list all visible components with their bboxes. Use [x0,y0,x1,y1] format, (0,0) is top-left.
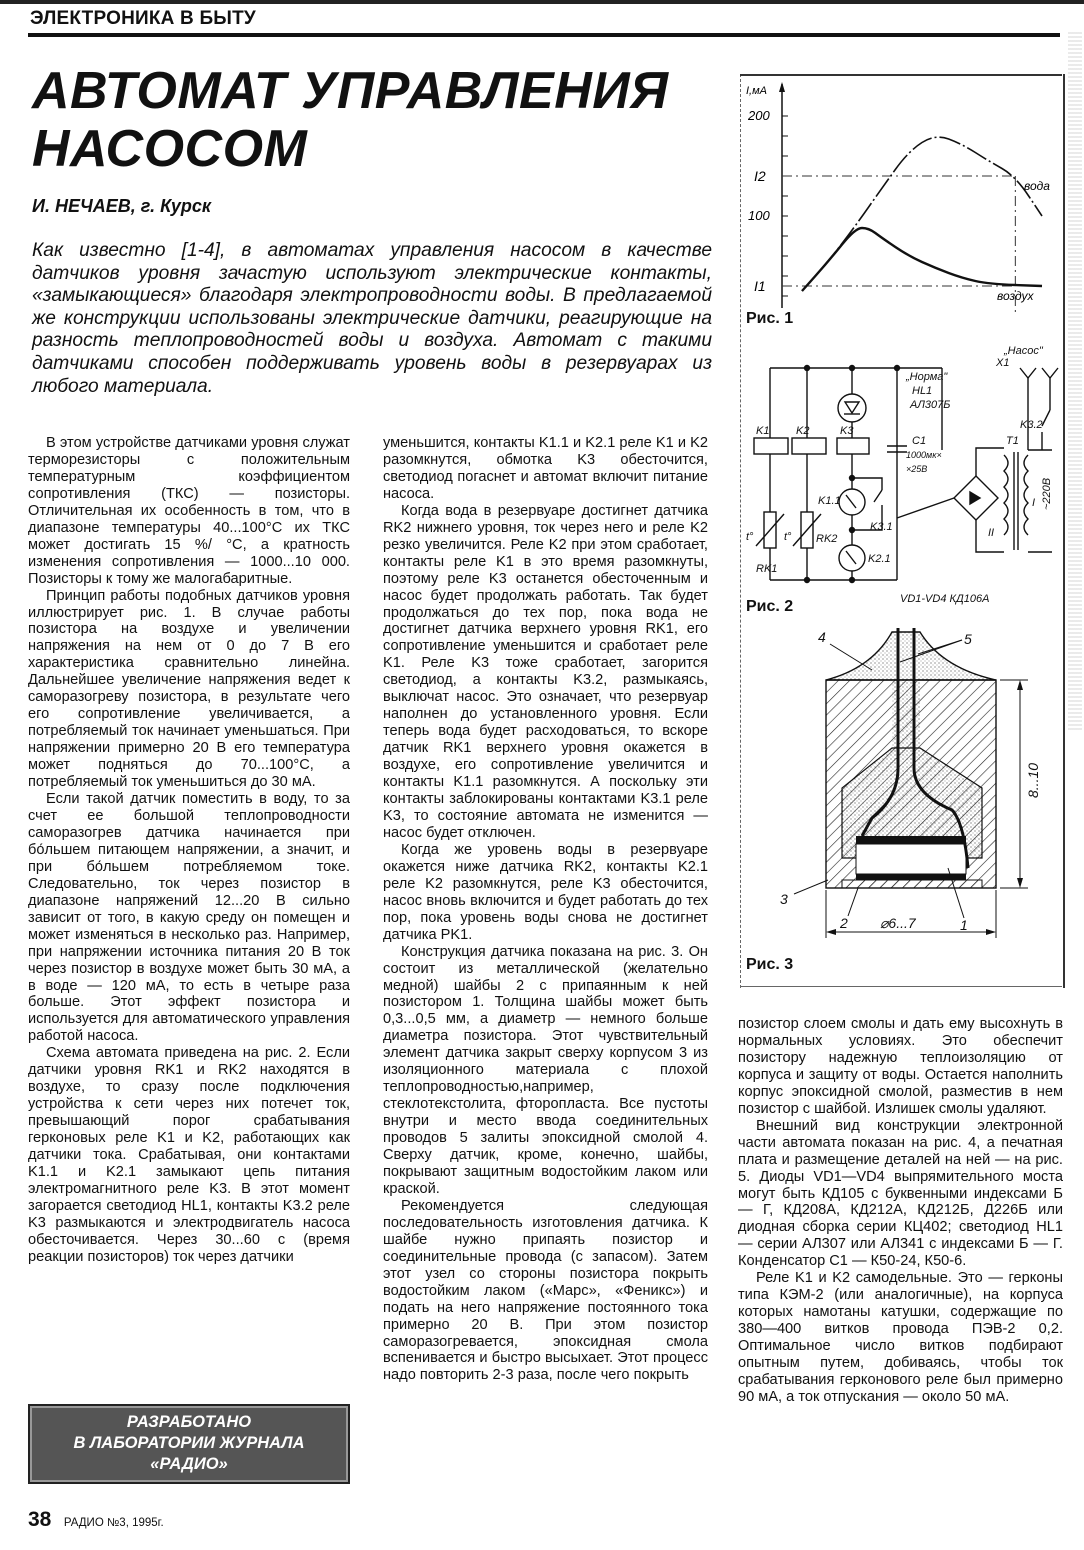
article-lead: Как известно [1-4], в автоматах управления насосом в качестве датчиков уровня зачастую используют электрические контакты, «замыкающиеся» благодаря электропроводности воды. В предлагаемой же конструкции использованы электрические датчики, реагирующие на разность теплопроводностей воды и воздуха. Автомат с такими датчиками способен поддерживать уровень воды в резервуарах из любого материала. [32,240,712,397]
connector-x1-b [1042,368,1058,378]
page-footer [28,1508,164,1532]
page-top-border [0,0,1084,4]
paragraph: позистор слоем смолы и дать ему высохнуть в нормальных условиях. Это обеспечит позистору надежную теплоизоляцию от корпуса и защиту от воды. Остается наполнить корпус эпоксидной смолой, разместив в нем позистор с шайбой. Излишек смолы удаляют. [738,1016,1063,1117]
node [850,528,855,533]
label-t-rk2: t° [784,531,792,543]
node [805,578,810,583]
figure-2-caption: Рис. 2 [746,598,794,615]
label-k2: K2 [796,425,810,437]
wire-channel [892,680,920,760]
washer-2 [842,880,982,888]
section-rubric: ЭЛЕКТРОНИКА В БЫТУ [30,8,256,29]
paragraph: Когда вода в резервуаре достигнет датчика RK2 нижнего уровня, ток через него и реле K2 резко увеличится. Реле K2 при этом сработает, контакты реле K1 в это время разомкнуты, поэтому реле K3 останется обесточенным и насос будет продолжать работать. Так будет продолжаться до тех пор, пока вода не достигнет датчика верхнего уровня RK1, его сопротивление уменьшится и сработает реле K1. Реле K3 тоже сработает, загорится светодиод, а контакты K3.2, размыкаясь, выключат насос. Это означает, что резервуар наполнен до установленного уровня. Если теперь вода будет расходоваться, то вскоре датчик RK1 верхнего уровня окажется в воздухе, его сопротивление увеличится и контакты K1.1 разомкнутся. А поскольку эти контакты заблокированы контактами K3.1 реле K3, то состояние автомата не изменится — насос будет отключен. [383,502,708,841]
title-line-1: АВТОМАТ УПРАВЛЕНИЯ [32,62,669,120]
lab-line-2: В ЛАБОРАТОРИИ ЖУРНАЛА [73,1434,305,1452]
ref-label-I2: I2 [754,168,766,184]
leader-4 [830,644,872,670]
series-water-line [802,137,1042,291]
paragraph: Схема автомата приведена на рис. 2. Если датчики уровня RK1 и RK2 находятся в воздухе, то сразу после подключения устройства к сети через них потечет ток, превышающий порог срабатывания герконовых реле K1 и K2, работающих как датчики тока. Срабатывая, они контактами K1.1 и K2.1 замыкают цепь питания электромагнитного реле K3. В этот момент загорается светодиод HL1, контакты K3.2 реле K3 размыкаются и электродвигатель насоса обесточивается. Через 30...60 с (время реакции позисторов) ток через датчики [28,1045,350,1265]
label-t1: T1 [1006,435,1019,447]
label-k31: K3.1 [870,521,893,533]
posistor-1 [856,844,966,874]
label-c1: C1 [912,435,927,447]
node [805,366,810,371]
label-c1-value: 1000мк× [906,450,942,460]
label-k32: K3.2 [1020,419,1043,431]
figures-frame-bottom [740,986,1062,987]
label-winding-ii: II [988,527,995,539]
arrow-down-icon [1017,878,1023,888]
article-title [32,62,669,178]
figure-1-caption: Рис. 1 [746,310,794,327]
label-4: 4 [818,629,826,645]
lab-credit-box [28,1404,350,1484]
k31-wire [852,478,882,490]
fig1-chart [742,78,1060,318]
rubric-divider [28,33,1060,37]
node [850,366,855,371]
paragraph: Рекомендуется следующая последовательность изготовления датчика. К шайбе нужно припаять позистор и соединительные провода (с запасом). Затем этот узел со стороны позистора покрыть водостойким лаком («Марс», «Феникс») и подать на него напряжение постоянного тока примерно 20 В. При этом позистор саморазогревается, эпоксидная смола вспенивается и быстро высыхает. Этот процесс надо повторить 2-3 раза, после чего покрыть [383,1197,708,1384]
bridge-wire-top [976,448,1004,476]
paragraph: Когда же уровень воды в резервуаре окажется ниже датчика RK2, контакты K2.1 реле K2 разомкнутся, реле K3 обесточится, насос вновь включится и будет работать до тех пор, пока уровень воды снова не достигнет датчика PK1. [383,841,708,943]
ref-label-I1: I1 [754,278,766,294]
label-led-norma: „Норма" [906,371,948,383]
label-k21: K2.1 [868,553,891,565]
label-2: 2 [840,915,848,931]
label-rk1: RK1 [756,563,778,575]
relay-k3-coil [837,438,869,454]
lab-line-3: «РАДИО» [150,1455,228,1473]
figures-frame-top [740,74,1062,76]
article-author: И. НЕЧАЕВ, г. Курск [32,196,212,216]
label-led-type: АЛ307Б [910,399,951,411]
label-c1-voltage: ×25В [906,464,928,474]
paragraph: Принцип работы подобных датчиков уровня иллюстрирует рис. 1. В случае работы позистора на воздухе и увеличении напряжения на нем от 0 до 7 В его характеристика сравнительно линейна. Дальнейшее увеличение напряжения ведет к саморазогреву позистора, в результате чего его сопротивление увеличивается, а потребляемый ток начинает уменьшаться. При напряжении примерно 20 В его температура может подняться до 70...100°С, а потребляемый ток уменьшиться до 30 мА. [28,587,350,791]
tick-label-200: 200 [748,108,770,123]
contact-k31 [874,490,882,502]
label-5: 5 [964,631,972,647]
label-x1: X1 [996,357,1010,369]
transformer-winding-ii [1004,455,1008,535]
arrow-right-icon [986,929,996,935]
transformer-winding-i [1024,455,1028,535]
text-column-3 [738,1016,1063,1406]
figure-3-caption: Рис. 3 [746,956,794,973]
node [850,578,855,583]
series-label-air: воздух [997,289,1034,303]
bridge-wire-left [897,498,954,518]
label-3: 3 [780,891,788,907]
posistor-top [856,836,966,844]
paragraph: Конструкция датчика показана на рис. 3. Он состоит из металлической (желательно медной) шайбы 2 с припаянным к ней позистором 1. Толщина шайбы может быть 0,3...0,5 мм, а диаметр — немного больше диаметра позистора. Этот чувствительный элемент датчика закрыт сверху корпусом 3 из изоляционного материала с плохой теплопроводностью,например, стеклотекстолита, фторопласта. Все пустоты внутри и место ввода соединительных проводов 5 залиты эпоксидной смолой 4. Сверху датчик, кроме, конечно, шайбы, покрывают защитным водостойким лаком или краской. [383,943,708,1197]
title-line-2: НАСОСОМ [32,120,308,178]
label-k3: K3 [840,425,854,437]
paragraph: В этом устройстве датчиками уровня служат терморезисторы с положительным температурным коэффициентом сопротивления (ТКС) — позисторы. Отличительная их особенность в том, что в диапазоне температуры 40...100°С их ТКС может достигать 15 %/ °С, а кратность изменения сопротивления — 1000...10 000. Позисторы к тому же малогабаритные. [28,435,350,587]
series-label-water: вода [1024,179,1050,193]
contact-k32 [1042,410,1050,426]
label-rk2: RK2 [816,533,838,545]
scan-edge [1068,30,1082,730]
paragraph: уменьшится, контакты K1.1 и K2.1 реле K1 и K2 разомкнутся, обмотка K3 обесточится, светодиод погаснет и автомат включит питание насоса. [383,435,708,502]
label-pump: „Насос" [1004,345,1043,357]
label-k1: K1 [756,425,770,437]
y-axis-arrow-icon [779,82,785,92]
figure-1 [742,78,1060,327]
text-column-2 [383,435,708,1384]
series-air-line [802,228,1042,291]
node [895,366,900,371]
paragraph: Внешний вид конструкции электронной части автомата показан на рис. 4, а печатная плата и размещение деталей на ней — на рис. 5. Диоды VD1—VD4 выпрямительного моста могут быть КД105 с буквенными индексами Б — Г, КД208А, КД212А, КД212Б, Д226Б или диодная сборка серии КЦ402; светодиод HL1 — серии АЛ307 или АЛ341 с индексами Б — Г. Конденсатор С1 — К50-24, К50-6. [738,1117,1063,1270]
arrow-left-icon [826,929,836,935]
lab-line-1: РАЗРАБОТАНО [126,1413,252,1431]
y-ticks [782,116,788,296]
label-hl1: HL1 [912,385,933,397]
posistor-bottom [856,874,966,880]
connector-x1 [1020,368,1036,378]
label-k11: K1.1 [818,495,841,507]
leader-3 [794,880,828,894]
paragraph: Если такой датчик поместить в воду, то за счет ее большой теплопроводности саморазогрев датчика начинается при бо́льшем питающем напряжении, а значит, и при бо́льшем потребляемом токе. Следовательно, ток через позистор в диапазоне напряжений 12...20 В сильно зависит от того, в какую среду он помещен и может изменяться в несколько раз. Например, при напряжении источника питания 20 В ток через позистор в воздухе может быть 30 мА, а в воде — 120 мА, то есть в четыре раза больше. Этот эффект позистора и используется для автоматического управления работой насоса. [28,791,350,1045]
relay-k2-coil [792,438,826,454]
label-t-rk1: t° [746,531,754,543]
y-axis-label: I,мА [746,85,767,97]
label-height: 8...10 [1025,762,1041,798]
page-number: 38 [28,1508,52,1531]
paragraph: Реле K1 и K2 самодельные. Это — герконы типа КЭМ-2 (или аналогичные), на корпуса которых намотаны катушки, содержащие по 380—400 витков провода ПЭВ-2 0,2. Оптимальное число витков подбирают опытным путем, добиваясь, чтобы ток срабатывания герконового реле был примерно 90 мА, а ток отпускания — около 50 мА. [738,1270,1063,1405]
label-1: 1 [960,917,968,933]
fig3-sensor-drawing [742,618,1060,978]
label-diodes: VD1-VD4 КД106А [900,593,990,605]
issue-info: РАДИО №3, 1995г. [63,1517,164,1529]
label-mains: ~220В [1041,477,1053,510]
figure-2 [742,340,1060,620]
tick-label-100: 100 [748,208,770,223]
leader-2 [848,888,858,916]
relay-k1-coil [754,438,788,454]
arrow-up-icon [1017,680,1023,690]
figure-3 [742,618,1060,978]
text-column-1 [28,435,350,1266]
node [850,476,855,481]
label-winding-i: I [1032,497,1036,509]
label-diameter: ⌀6...7 [880,915,916,931]
fig2-schematic [742,340,1060,620]
